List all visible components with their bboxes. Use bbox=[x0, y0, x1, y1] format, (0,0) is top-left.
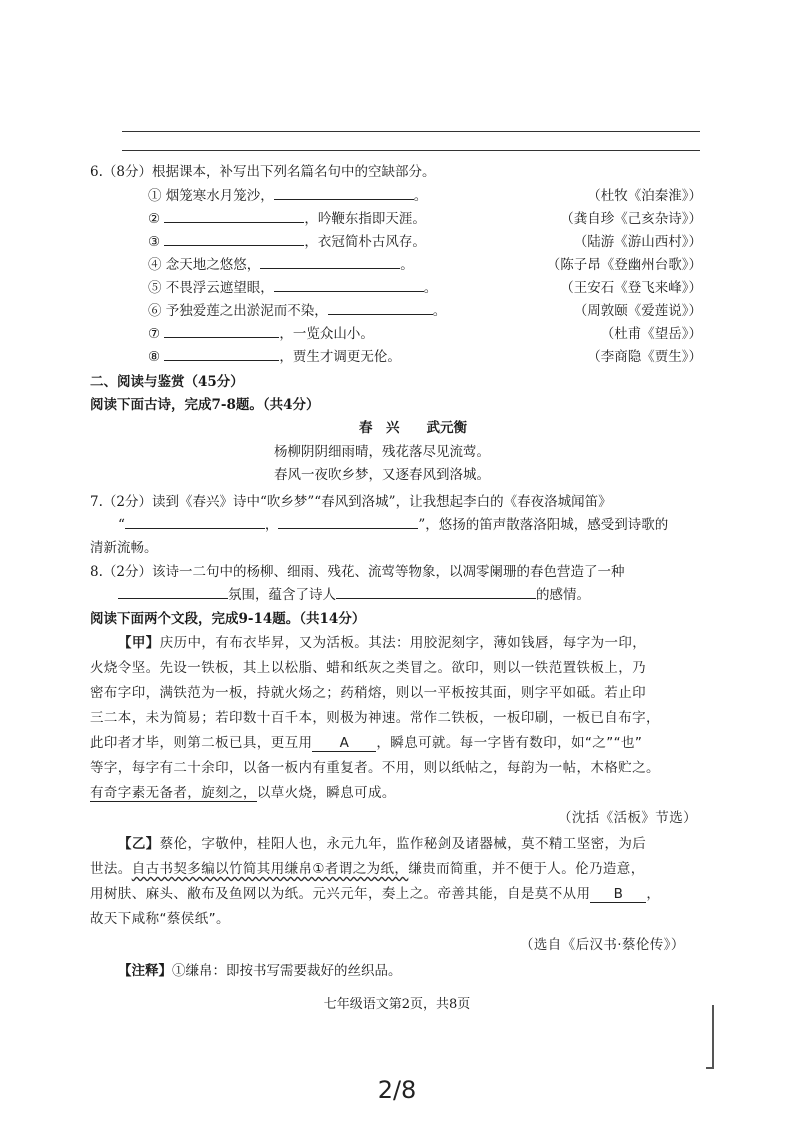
answer-blank[interactable] bbox=[328, 300, 433, 315]
q7-line-3: 清新流畅。 bbox=[90, 540, 158, 556]
source-label: （李商隐《贾生》） bbox=[587, 349, 702, 365]
answer-blank[interactable] bbox=[118, 584, 228, 599]
q6-item-4: ④ 念天地之悠悠， 。 （陈子昂《登幽州台歌》） bbox=[90, 253, 702, 275]
answer-blank[interactable] bbox=[336, 584, 536, 599]
poem-intro: 阅读下面古诗，完成7-8题。（共4分） bbox=[90, 397, 320, 413]
passage-jia-line-7: 有奇字素无备者，旋刻之，以草火烧，瞬息可成。 bbox=[90, 785, 396, 801]
poem-title: 春 兴 武元衡 bbox=[359, 420, 467, 436]
q6-item-8: ⑧ ，贾生才调更无伦。 （李商隐《贾生》） bbox=[90, 345, 702, 367]
answer-blank[interactable] bbox=[260, 254, 400, 269]
scan-edge-mark bbox=[706, 1005, 714, 1069]
passage-jia-line-2: 火烧令坚。先设一铁板，其上以松脂、蜡和纸灰之类冒之。欲印，则以一铁范置铁板上，乃 bbox=[90, 660, 646, 676]
underlined-sentence: 有奇字素无备者，旋刻之， bbox=[90, 785, 257, 801]
blank-a[interactable]: A bbox=[312, 735, 376, 752]
page-footer: 七年级语文第2页，共8页 bbox=[323, 997, 471, 1012]
q6-stem: 6.（8分）根据课本，补写出下列名篇名句中的空缺部分。 bbox=[90, 164, 436, 180]
q6-item-6: ⑥ 予独爱莲之出淤泥而不染， 。 （周敦颐《爱莲说》） bbox=[90, 299, 702, 321]
prose-intro: 阅读下面两个文段，完成9-14题。（共14分） bbox=[90, 611, 366, 627]
page-indicator: 2/8 bbox=[377, 1076, 417, 1104]
answer-blank[interactable] bbox=[164, 208, 304, 223]
passage-yi-line-2: 世法。自古书契多编以竹简其用缣帛①者谓之为纸，缣贵而简重，并不便于人。伦乃造意， bbox=[90, 861, 645, 877]
q8-line-2: 氛围，蕴含了诗人 的感情。 bbox=[118, 583, 590, 603]
q7-line-1: 7.（2分）读到《春兴》诗中“吹乡梦”“春风到洛城”，让我想起李白的《春夜洛城闻笛》 bbox=[90, 494, 612, 510]
answer-blank[interactable] bbox=[125, 514, 265, 529]
passage-jia-line-3: 密布字印，满铁范为一板，持就火炀之；药稍熔，则以一平板按其面，则字平如砥。若止印 bbox=[90, 685, 646, 701]
passage-jia-line-1: 【甲】庆历中，有布衣毕昇，又为活板。其法：用胶泥刻字，薄如钱唇，每字为一印， bbox=[118, 635, 647, 651]
q6-item-1: ① 烟笼寒水月笼沙， 。 （杜牧《泊秦淮》） bbox=[90, 184, 702, 206]
source-label: （周敦颐《爱莲说》） bbox=[573, 303, 702, 319]
passage-jia-line-5: 此印者才毕，则第二板已具，更互用 A ，瞬息可就。每一字皆有数印，如“之”“也” bbox=[90, 735, 643, 751]
poem-line-2: 春风一夜吹乡梦，又逐春风到洛城。 bbox=[274, 467, 490, 483]
q6-item-7: ⑦ ，一览众山小。 （杜甫《望岳》） bbox=[90, 322, 702, 344]
header-rule-1 bbox=[122, 131, 700, 132]
passage-jia-source: （沈括《活板》节选） bbox=[558, 810, 697, 826]
answer-blank[interactable] bbox=[274, 277, 424, 292]
q7-line-2: “ ， ”，悠扬的笛声散落洛阳城，感受到诗歌的 bbox=[118, 513, 668, 533]
source-label: （王安石《登飞来峰》） bbox=[560, 280, 702, 296]
answer-blank[interactable] bbox=[164, 323, 279, 338]
source-label: （陈子昂《登幽州台歌》） bbox=[546, 257, 702, 273]
q6-item-2: ② ，吟鞭东指即天涯。 （龚自珍《己亥杂诗》） bbox=[90, 207, 702, 229]
source-label: （杜甫《望岳》） bbox=[600, 326, 702, 342]
passage-yi-line-1: 【乙】蔡伦，字敬仲，桂阳人也，永元九年，监作秘剑及诸器械，莫不精工坚密，为后 bbox=[118, 836, 647, 852]
passage-yi-source: （选自《后汉书·蔡伦传》） bbox=[520, 937, 685, 953]
source-label: （陆游《游山西村》） bbox=[573, 234, 702, 250]
poem-line-1: 杨柳阴阴细雨晴，残花落尽见流莺。 bbox=[274, 444, 490, 460]
passage-jia-line-4: 三二本，未为简易；若印数十百千本，则极为神速。常作二铁板，一板印刷，一板已自布字， bbox=[90, 710, 660, 726]
answer-blank[interactable] bbox=[164, 346, 279, 361]
section-heading: 二、阅读与鉴赏（45分） bbox=[90, 374, 244, 390]
answer-blank[interactable] bbox=[278, 514, 418, 529]
source-label: （龚自珍《己亥杂诗》） bbox=[560, 211, 702, 227]
source-label: （杜牧《泊秦淮》） bbox=[587, 188, 702, 204]
q8-line-1: 8.（2分）该诗一二句中的杨柳、细雨、残花、流莺等物象，以凋零阑珊的春色营造了一种 bbox=[90, 564, 625, 580]
annotation-note: 【注释】①缣帛：即按书写需要裁好的丝织品。 bbox=[118, 963, 402, 979]
answer-blank[interactable] bbox=[274, 185, 414, 200]
passage-yi-line-3: 用树肤、麻头、敝布及鱼网以为纸。元兴元年，奏上之。帝善其能，自是莫不从用 B ， bbox=[90, 886, 661, 902]
wavy-underlined-sentence: 自古书契多编以竹简其用缣帛①者谓之为纸， bbox=[131, 861, 409, 877]
header-rule-2 bbox=[122, 150, 700, 151]
q6-item-5: ⑤ 不畏浮云遮望眼， 。 （王安石《登飞来峰》） bbox=[90, 276, 702, 298]
passage-yi-line-4: 故天下咸称“蔡侯纸”。 bbox=[90, 911, 230, 927]
q6-item-3: ③ ，衣冠简朴古风存。 （陆游《游山西村》） bbox=[90, 230, 702, 252]
passage-jia-line-6: 等字，每字有二十余印，以备一板内有重复者。不用，则以纸帖之，每韵为一帖，木格贮之。 bbox=[90, 760, 660, 776]
blank-b[interactable]: B bbox=[590, 886, 646, 903]
answer-blank[interactable] bbox=[164, 231, 304, 246]
